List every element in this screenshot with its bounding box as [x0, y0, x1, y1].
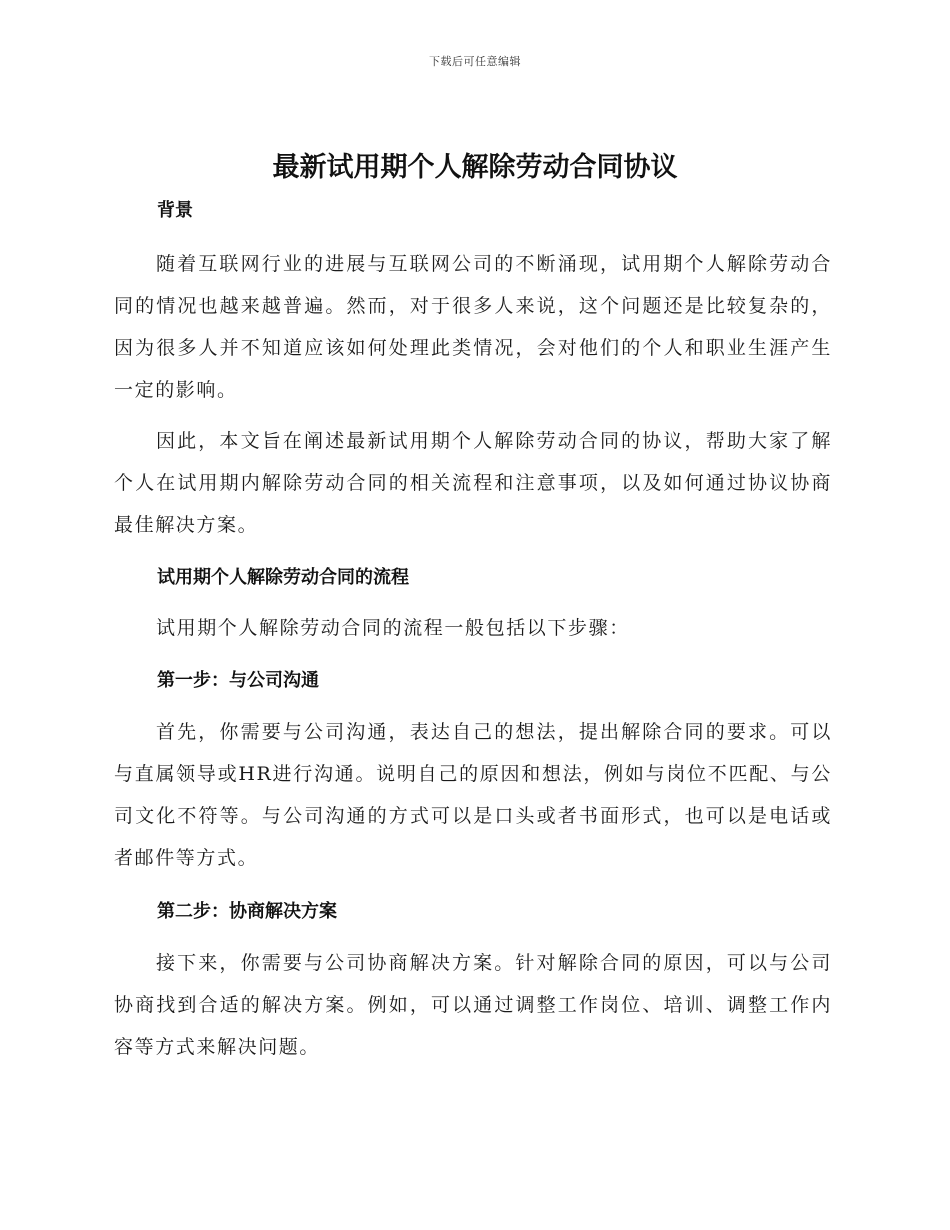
paragraph-background-2: 因此，本文旨在阐述最新试用期个人解除劳动合同的协议，帮助大家了解个人在试用期内解除劳动合同的相关流程和注意事项，以及如何通过协议协商最佳解决方案。 — [114, 430, 832, 536]
paragraph-process-intro: 试用期个人解除劳动合同的流程一般包括以下步骤： — [156, 617, 630, 639]
document-title: 最新试用期个人解除劳动合同协议 — [272, 152, 678, 183]
paragraph-step-1: 首先，你需要与公司沟通，表达自己的想法，提出解除合同的要求。可以与直属领导或HR进行沟通。说明自己的原因和想法，例如与岗位不匹配、与公司文化不符等。与公司沟通的方式可以是口头或者书面形式，也可以是电话或者邮件等方式。 — [114, 721, 832, 869]
section-heading-background: 背景 — [157, 200, 193, 221]
step-heading-1: 第一步：与公司沟通 — [157, 670, 319, 691]
step-heading-2: 第二步：协商解决方案 — [157, 901, 337, 922]
header-note: 下载后可任意编辑 — [429, 55, 521, 68]
paragraph-step-2: 接下来，你需要与公司协商解决方案。针对解除合同的原因，可以与公司协商找到合适的解决方案。例如，可以通过调整工作岗位、培训、调整工作内容等方式来解决问题。 — [114, 952, 832, 1058]
paragraph-background-1: 随着互联网行业的进展与互联网公司的不断涌现，试用期个人解除劳动合同的情况也越来越普遍。然而，对于很多人来说，这个问题还是比较复杂的，因为很多人并不知道应该如何处理此类情况，会对他们的个人和职业生涯产生一定的影响。 — [114, 253, 832, 401]
section-heading-process: 试用期个人解除劳动合同的流程 — [157, 567, 409, 588]
